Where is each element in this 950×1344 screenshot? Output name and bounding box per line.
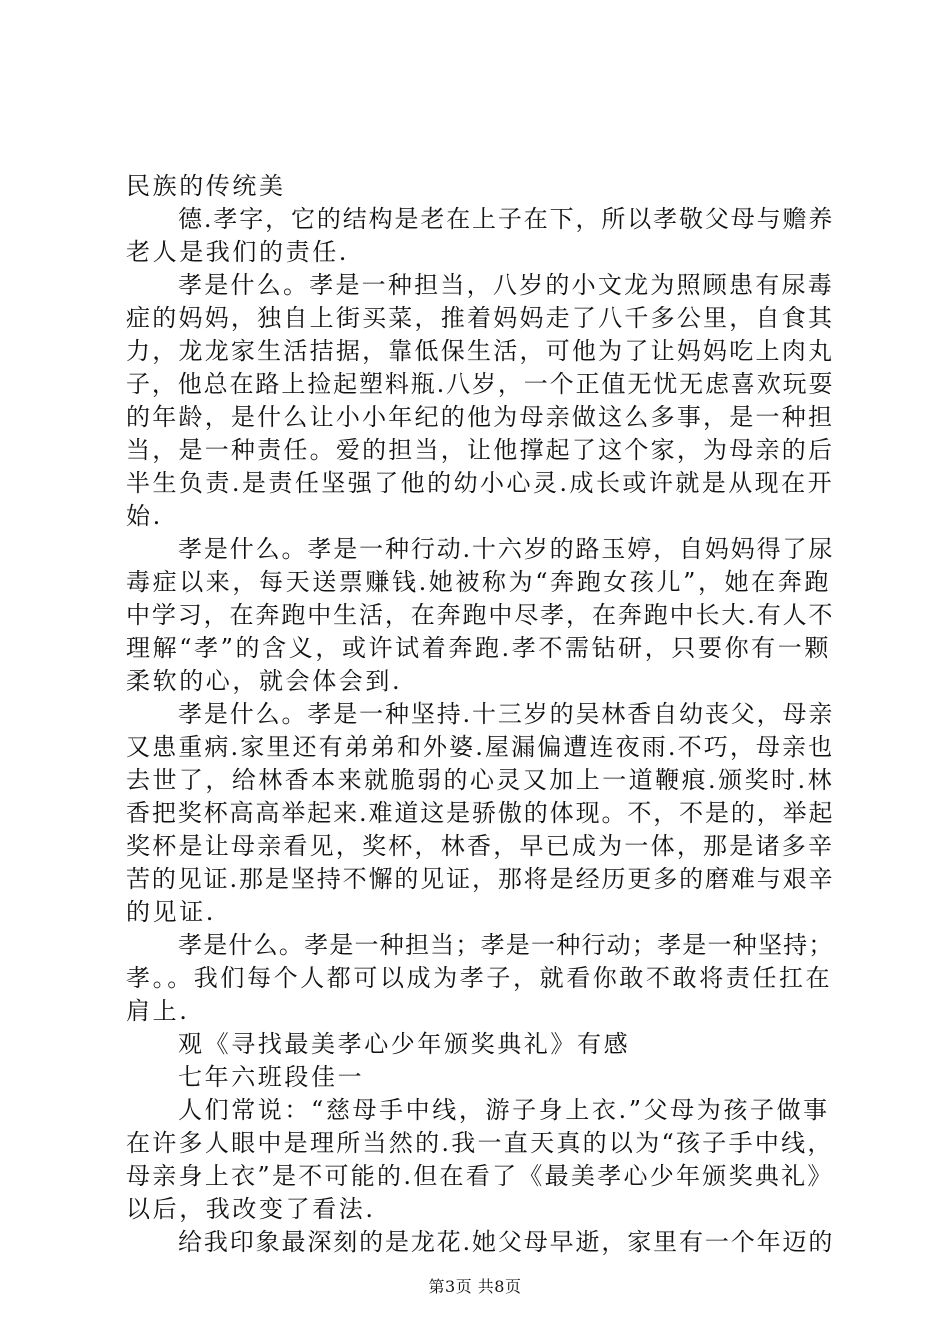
text-line: 始.	[126, 502, 163, 530]
text-line: 在许多人眼中是理所当然的.我一直天真的以为“孩子手中线，	[126, 1129, 834, 1157]
text-line: 子，他总在路上捡起塑料瓶.八岁，一个正值无忧无虑喜欢玩耍	[126, 370, 835, 398]
text-line: 又患重病.家里还有弟弟和外婆.屋漏偏遭连夜雨.不巧，母亲也	[126, 733, 835, 761]
text-line: 柔软的心，就会体会到.	[126, 667, 403, 695]
text-line: 孝是什么。孝是一种担当，八岁的小文龙为照顾患有尿毒	[178, 271, 834, 299]
text-line: 香把奖杯高高举起来.难道这是骄傲的体现。不，不是的，举起	[126, 799, 835, 827]
text-line: 孝是什么。孝是一种行动.十六岁的路玉婷，自妈妈得了尿	[178, 535, 835, 563]
text-line: 孝。。我们每个人都可以成为孝子，就看你敢不敢将责任扛在	[126, 964, 833, 992]
text-line: 去世了，给林香本来就脆弱的心灵又加上一道鞭痕.颁奖时.林	[126, 766, 835, 794]
text-line: 人们常说：“慈母手中线，游子身上衣.”父母为孩子做事	[178, 1096, 830, 1124]
text-line: 七年六班段佳一	[178, 1063, 365, 1091]
text-line: 半生负责.是责任坚强了他的幼小心灵.成长或许就是从现在开	[126, 469, 835, 497]
page-footer	[0, 1274, 950, 1297]
text-line: 的年龄，是什么让小小年纪的他为母亲做这么多事，是一种担	[126, 403, 835, 431]
text-line: 奖杯是让母亲看见，奖杯，林香，早已成为一体，那是诸多辛	[126, 832, 835, 860]
text-line: 老人是我们的责任.	[126, 238, 350, 266]
text-line: 肩上.	[126, 997, 190, 1025]
text-line: 当，是一种责任。爱的担当，让他撑起了这个家，为母亲的后	[126, 436, 835, 464]
text-line: 母亲身上衣”是不可能的.但在看了《最美孝心少年颁奖典礼》	[126, 1162, 834, 1190]
text-line: 的见证.	[126, 898, 217, 926]
text-line: 中学习，在奔跑中生活，在奔跑中尽孝，在奔跑中长大.有人不	[126, 601, 835, 629]
text-line: 给我印象最深刻的是龙花.她父母早逝，家里有一个年迈的	[178, 1228, 835, 1256]
text-line: 孝是什么。孝是一种担当；孝是一种行动；孝是一种坚持；	[178, 931, 834, 959]
text-line: 孝是什么。孝是一种坚持.十三岁的吴林香自幼丧父，母亲	[178, 700, 835, 728]
text-line: 毒症以来，每天送票赚钱.她被称为“奔跑女孩儿”，她在奔跑	[126, 568, 831, 596]
text-line: 民族的传统美	[126, 172, 286, 200]
text-line: 理解“孝”的含义，或许试着奔跑.孝不需钻研，只要你有一颗	[126, 634, 831, 662]
text-line: 德.孝字，它的结构是老在上子在下，所以孝敬父母与赡养	[178, 205, 835, 233]
text-line: 苦的见证.那是坚持不懈的见证，那将是经历更多的磨难与艰辛	[126, 865, 835, 893]
text-line: 以后，我改变了看法.	[126, 1195, 376, 1223]
text-line: 力，龙龙家生活拮据，靠低保生活，可他为了让妈妈吃上肉丸	[126, 337, 835, 365]
text-line: 症的妈妈，独自上街买菜，推着妈妈走了八千多公里，自食其	[126, 304, 835, 332]
document-body	[126, 170, 834, 1259]
text-line: 观《寻找最美孝心少年颁奖典礼》有感	[178, 1030, 631, 1058]
page-number-label: 第3页 共8页	[428, 1277, 522, 1296]
